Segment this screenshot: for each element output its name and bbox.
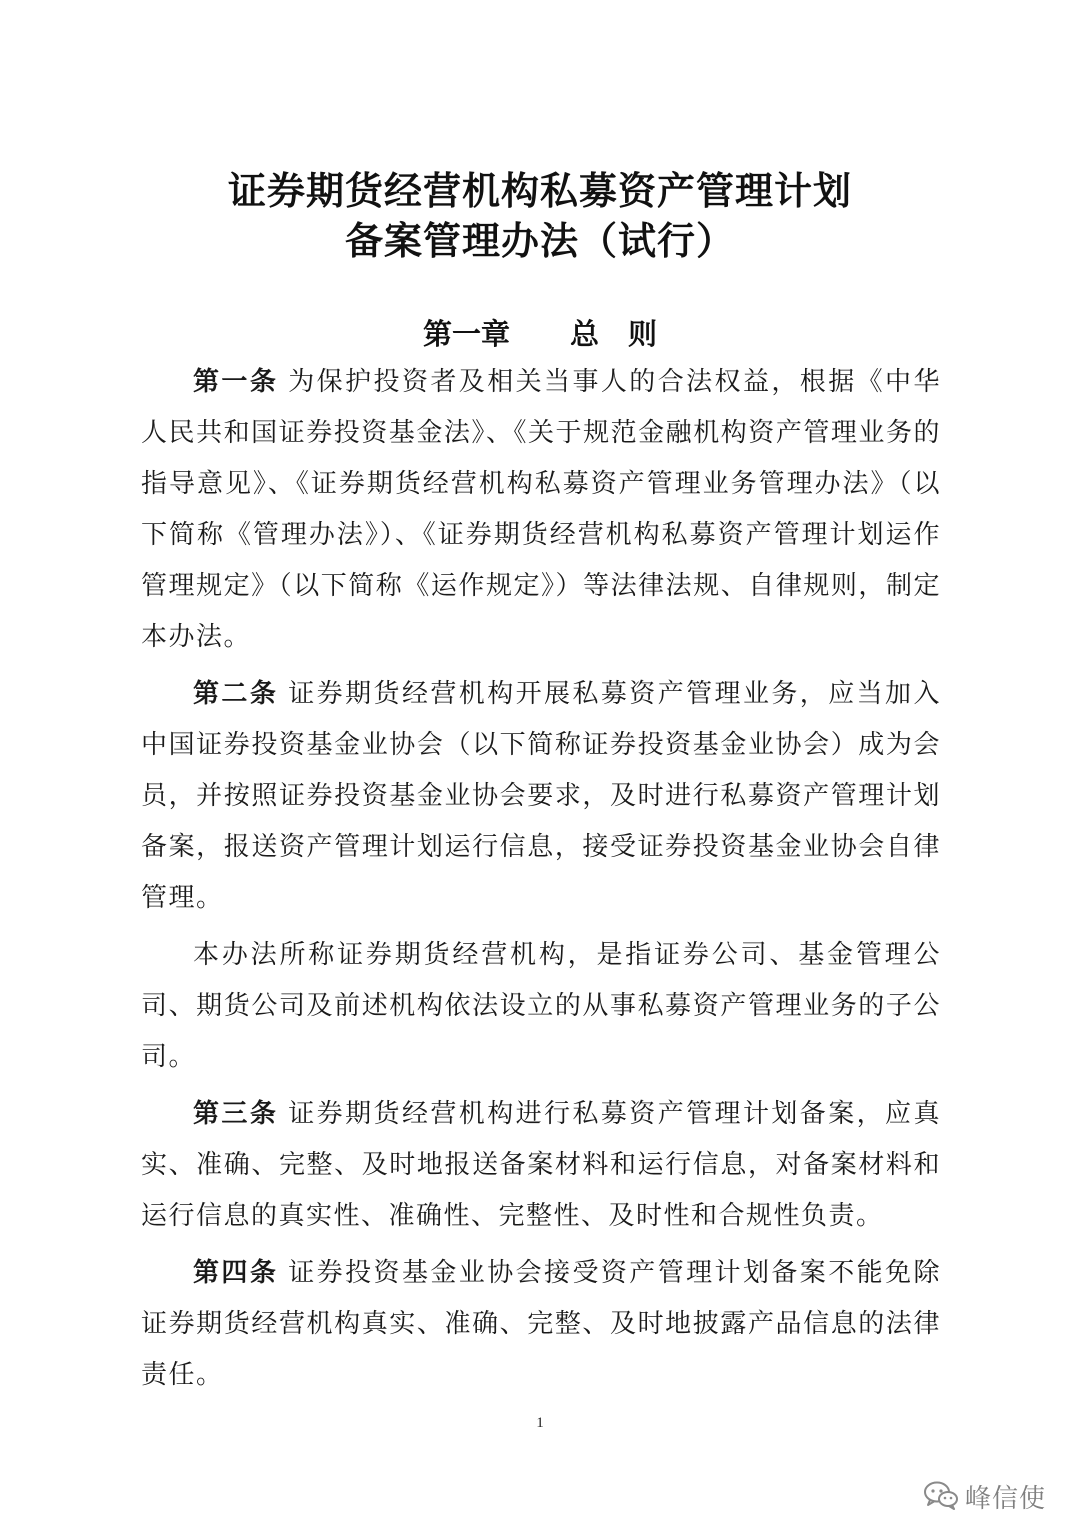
page-number: 1 [536, 1415, 544, 1431]
article-paragraph [141, 930, 941, 1083]
document-title-line-2: 备案管理办法（试行） [344, 219, 735, 263]
watermark [923, 1478, 1046, 1515]
article-text: 证券期货经营机构进行私募资产管理计划备案，应真实、准确、完整、及时地报送备案材料和运行信息，对备案材料和运行信息的真实性、准确性、完整性、及时性和合规性负责。 [141, 1099, 941, 1231]
article-paragraph [141, 1248, 941, 1401]
article-label: 第四条 [193, 1258, 279, 1288]
chapter-number: 第一章 [422, 317, 510, 351]
watermark-text: 峰信使 [964, 1484, 1046, 1514]
article-text: 证券期货经营机构开展私募资产管理业务，应当加入中国证券投资基金业协会（以下简称证券投资基金业协会）成为会员，并按照证券投资基金业协会要求，及时进行私募资产管理计划备案，报送资产管理计划运行信息，接受证券投资基金业协会自律管理。 [141, 679, 941, 913]
document-body [141, 357, 941, 1401]
article-paragraph [141, 669, 941, 924]
article-paragraph [141, 1089, 941, 1242]
document-title-line-1: 证券期货经营机构私募资产管理计划 [227, 169, 852, 213]
article-label: 第二条 [193, 679, 279, 709]
article-text: 本办法所称证券期货经营机构，是指证券公司、基金管理公司、期货公司及前述机构依法设立的从事私募资产管理业务的子公司。 [141, 940, 941, 1072]
article-paragraph [141, 357, 941, 663]
chapter-name: 总 则 [570, 317, 658, 351]
article-text: 证券投资基金业协会接受资产管理计划备案不能免除证券期货经营机构真实、准确、完整、及时地披露产品信息的法律责任。 [141, 1258, 941, 1390]
article-text: 为保护投资者及相关当事人的合法权益，根据《中华人民共和国证券投资基金法》、《关于规范金融机构资产管理业务的指导意见》、《证券期货经营机构私募资产管理业务管理办法》（以下简称《管理办法》）、《证券期货经营机构私募资产管理计划运作管理规定》（以下简称《运作规定》）等法律法规、自律规则，制定本办法。 [141, 367, 941, 652]
article-label: 第三条 [193, 1099, 279, 1129]
chapter-heading [0, 312, 1080, 353]
wechat-icon [923, 1480, 959, 1514]
article-label: 第一条 [193, 367, 279, 397]
